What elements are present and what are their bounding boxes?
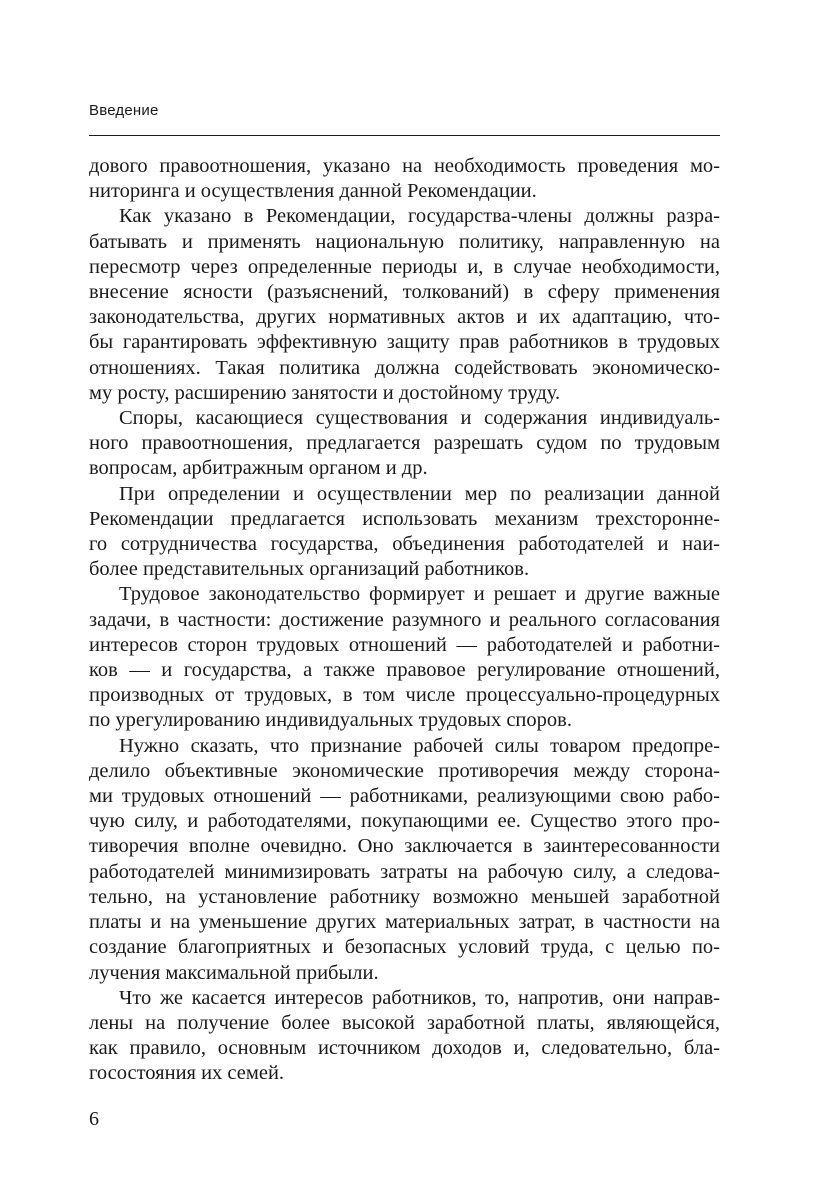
text-line: по урегулированию индивидуальных трудовых споров. (89, 709, 572, 732)
text-line: производных от трудовых, в том числе процессуально-процедурных (89, 684, 720, 707)
text-line: внесение ясности (разъяснений, толкований) в сферу применения (89, 281, 720, 304)
text-line: создание благоприятных и безопасных условий труда, с целью по- (89, 936, 720, 959)
text-line: делило объективные экономические противоречия между сторона- (89, 759, 720, 782)
text-line: При определении и осуществлении мер по реализации данной (119, 482, 720, 505)
text-line: интересов сторон трудовых отношений — работодателей и работни- (89, 633, 720, 656)
text-line: чую силу, и работодателями, покупающими ее. Существо этого про- (89, 810, 720, 833)
text-line: задачи, в частности: достижение разумного и реального согласования (89, 608, 720, 631)
text-line: Споры, касающиеся существования и содержания индивидуаль- (119, 407, 720, 430)
text-line: го сотрудничества государства, объединения работодателей и наи- (89, 533, 720, 556)
page-number: 6 (89, 1108, 99, 1130)
paragraph (89, 986, 720, 1087)
text-line: вопросам, арбитражным органом и др. (89, 457, 428, 480)
paragraph (89, 406, 720, 482)
paragraph (89, 204, 720, 406)
text-line: Что же касается интересов работников, то, напротив, они направ- (119, 986, 720, 1009)
text-line: ного правоотношения, предлагается разрешать судом по трудовым (89, 432, 720, 455)
text-line: Трудовое законодательство формирует и решает и другие важные (119, 583, 720, 606)
text-line: тельно, на установление работнику возможно меньшей заработной (89, 885, 720, 908)
text-line: лены на получение более высокой заработной платы, являющейся, (89, 1011, 720, 1034)
text-line: работодателей минимизировать затраты на рабочую силу, а следова- (89, 860, 720, 883)
text-line: более представительных организаций работников. (89, 558, 530, 581)
text-line: ми трудовых отношений — работниками, реализующими свою рабо- (89, 785, 720, 808)
paragraph (89, 482, 720, 583)
text-line: дового правоотношения, указано на необходимость проведения мо- (89, 155, 720, 177)
body-text (89, 154, 720, 1087)
header-rule (89, 135, 720, 136)
paragraph (89, 734, 720, 986)
text-line: лучения максимальной прибыли. (89, 961, 379, 984)
text-line: Нужно сказать, что признание рабочей силы товаром предопре- (119, 734, 720, 757)
text-line: ниторинга и осуществления данной Рекомендации. (89, 180, 537, 203)
text-line: ков — и государства, а также правовое регулирование отношений, (89, 659, 720, 682)
text-line: пересмотр через определенные периоды и, в случае необходимости, (89, 255, 720, 278)
text-line: Рекомендации предлагается использовать механизм трехсторонне- (89, 507, 720, 530)
running-head: Введение (89, 102, 159, 119)
text-line: законодательства, других нормативных актов и их адаптацию, что- (89, 306, 720, 329)
text-line: платы и на уменьшение других материальных затрат, в частности на (89, 911, 720, 934)
text-line: бы гарантировать эффективную защиту прав работников в трудовых (89, 331, 720, 354)
text-line: батывать и применять национальную политику, направленную на (89, 230, 720, 253)
text-line: му росту, расширению занятости и достойному труду. (89, 381, 561, 404)
text-line: госостояния их семей. (89, 1062, 285, 1085)
text-line: как правило, основным источником доходов и, следовательно, бла- (89, 1037, 720, 1060)
paragraph (89, 154, 720, 204)
text-line: отношениях. Такая политика должна содействовать экономическо- (89, 356, 720, 379)
text-line: тиворечия вполне очевидно. Оно заключается в заинтересованности (89, 835, 720, 858)
text-line: Как указано в Рекомендации, государства-члены должны разра- (119, 205, 720, 228)
paragraph (89, 582, 720, 733)
